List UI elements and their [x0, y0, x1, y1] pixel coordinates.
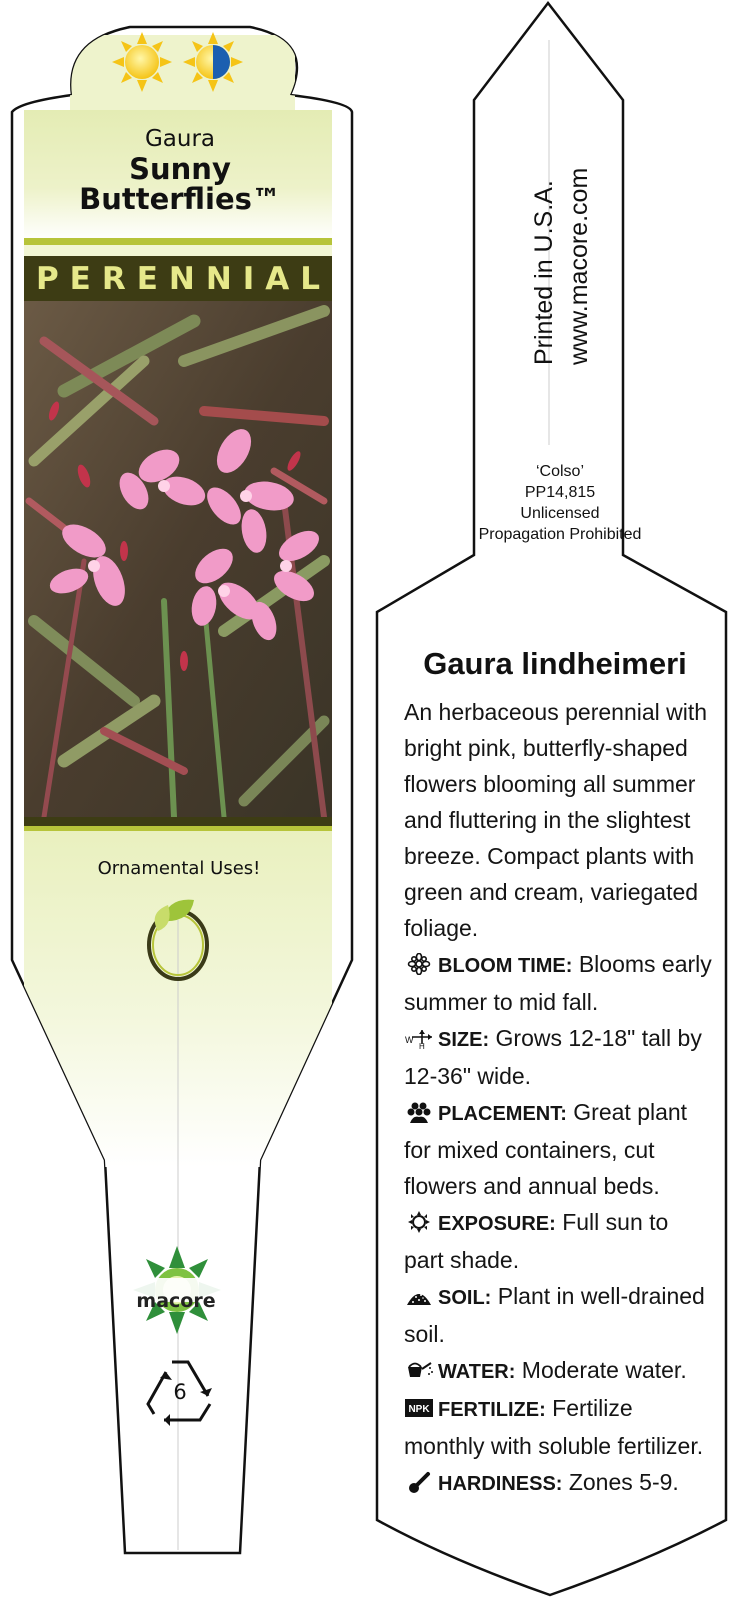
attribute-label: SIZE: — [438, 1029, 490, 1051]
size-w-letter: W — [405, 1035, 414, 1045]
front-variety-name — [40, 154, 320, 214]
propagation-notice: Propagation Prohibited — [478, 526, 642, 543]
plant-photo — [24, 301, 332, 817]
npk-text: NPK — [408, 1404, 430, 1415]
attribute-text: Zones 5-9. — [568, 1469, 679, 1495]
category-label: PERENNIAL — [35, 260, 332, 297]
license-status: Unlicensed — [520, 505, 600, 522]
variety-line-2: Butterflies™ — [79, 182, 281, 216]
brand-name: macore — [136, 1290, 216, 1312]
npk-icon — [404, 1397, 434, 1419]
ornamental-uses-label: Ornamental Uses! — [97, 858, 261, 879]
attribute-exposure — [404, 1204, 714, 1278]
attribute-label: EXPOSURE: — [438, 1213, 556, 1235]
thermometer-icon — [404, 1471, 434, 1493]
attribute-hardiness — [404, 1464, 714, 1502]
plant-cluster-icon — [404, 1101, 434, 1123]
attribute-text: Fertilize monthly with soluble fertilizer. — [404, 1395, 704, 1459]
size-h-letter: H — [419, 1042, 425, 1049]
attribute-label: WATER: — [438, 1361, 516, 1383]
attribute-placement — [404, 1094, 714, 1204]
attribute-water — [404, 1352, 714, 1390]
description-text: An herbaceous perennial with bright pink, butterfly-shaped flowers blooming all summer and fluttering in the slightest breeze. Compact plants with green and cream, variegated foliage. — [404, 699, 708, 941]
attribute-bloom-time — [404, 946, 714, 1020]
attribute-text: Blooms early summer to mid fall. — [404, 951, 712, 1015]
attribute-label: PLACEMENT: — [438, 1103, 567, 1125]
attribute-text: Great plant for mixed containers, cut flowers and annual beds. — [404, 1099, 688, 1199]
attribute-label: SOIL: — [438, 1287, 492, 1309]
attribute-fertilize — [404, 1390, 714, 1464]
attribute-label: FERTILIZE: — [438, 1399, 546, 1421]
plant-description — [404, 694, 714, 1502]
gaura-flower-image — [24, 301, 332, 817]
website: www.macore.com — [565, 167, 593, 365]
attribute-label: BLOOM TIME: — [438, 955, 573, 977]
attribute-soil — [404, 1278, 714, 1352]
printed-rotated-text — [527, 168, 597, 365]
sun-outline-icon — [404, 1211, 434, 1233]
attribute-text: Full sun to part shade. — [404, 1209, 669, 1273]
patent-number: PP14,815 — [524, 484, 596, 501]
front-genus: Gaura — [144, 126, 216, 152]
patent-info — [440, 461, 680, 545]
variety-line-1: Sunny — [129, 152, 231, 186]
cultivar-name: ‘Colso’ — [535, 463, 584, 480]
full-sun-icon — [112, 32, 172, 92]
soil-icon — [404, 1285, 434, 1307]
printed-in-usa: Printed in U.S.A. — [530, 180, 558, 365]
watering-can-icon — [404, 1359, 434, 1381]
category-band — [24, 256, 332, 301]
attribute-text: Grows 12-18" tall by 12-36" wide. — [404, 1025, 702, 1089]
part-sun-icon — [183, 32, 243, 92]
botanical-name: Gaura lindheimeri — [423, 646, 687, 681]
attribute-label: HARDINESS: — [438, 1473, 563, 1495]
size-icon — [404, 1027, 434, 1049]
flower-icon — [404, 953, 434, 975]
attribute-size — [404, 1020, 714, 1094]
attribute-text: Plant in well-drained soil. — [404, 1283, 705, 1347]
attribute-text: Moderate water. — [521, 1357, 687, 1383]
recycle-number: 6 — [173, 1380, 187, 1404]
